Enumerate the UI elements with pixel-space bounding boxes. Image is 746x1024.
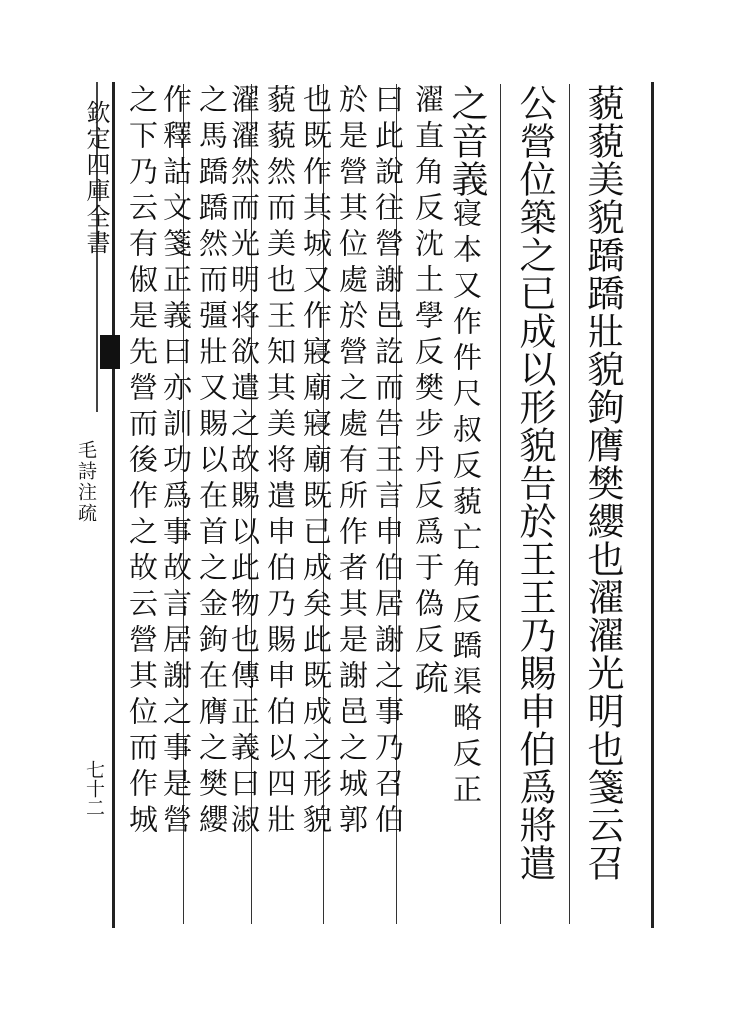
text-column-11: 作釋詁文箋正義曰亦訓功爲事故言居謝之事是營 (159, 84, 193, 840)
margin-book-title: 毛詩注疏 (75, 440, 97, 524)
margin-page-number: 七十二 (83, 760, 105, 817)
yinyi-heading: 之音義 (445, 84, 488, 198)
column-text: 濯直角反沈土學反樊步丹反爲于偽反 (411, 84, 445, 660)
text-column-12: 之下乃云有俶是先營而後作之故云營其位而作城 (125, 84, 159, 840)
yinyi-text: 寝本又作件尺叔反藐亡角反蹻渠略反正 (449, 198, 483, 810)
text-column-8: 藐藐然而美也王知其美将遣申伯乃賜申伯以四壯 (263, 84, 297, 840)
column-rule (500, 84, 501, 924)
text-column-10: 之馬蹻蹻然而彊壯又賜以在首之金鉤在膺之樊纓 (195, 84, 229, 840)
text-column-4 (410, 84, 446, 924)
fishtail-mark (100, 335, 120, 369)
column-rule (569, 84, 570, 924)
text-column-5: 曰此說往營謝邑訖而告王言申伯居謝之事乃召伯 (371, 84, 405, 840)
text-column-9: 濯濯然而光明将欲遣之故賜以此物也傳正義曰淑 (227, 84, 261, 840)
margin-title: 欽定四庫全書 (82, 100, 110, 256)
text-column-6: 於是營其位處於營之處有所作者其是謝邑之城郭 (335, 84, 369, 840)
text-column-3 (445, 84, 488, 924)
text-column-7: 也既作其城又作寢廟寢廟既已成矣此既成之形貌 (299, 84, 333, 840)
text-column-1: 藐藐美貌蹻蹻壯貌鉤膺樊纓也濯濯光明也箋云召 (581, 84, 624, 882)
text-column-2: 公營位築之已成以形貌告於王王乃賜申伯爲將遣 (513, 84, 556, 882)
shu-marker: 疏 (408, 660, 448, 701)
